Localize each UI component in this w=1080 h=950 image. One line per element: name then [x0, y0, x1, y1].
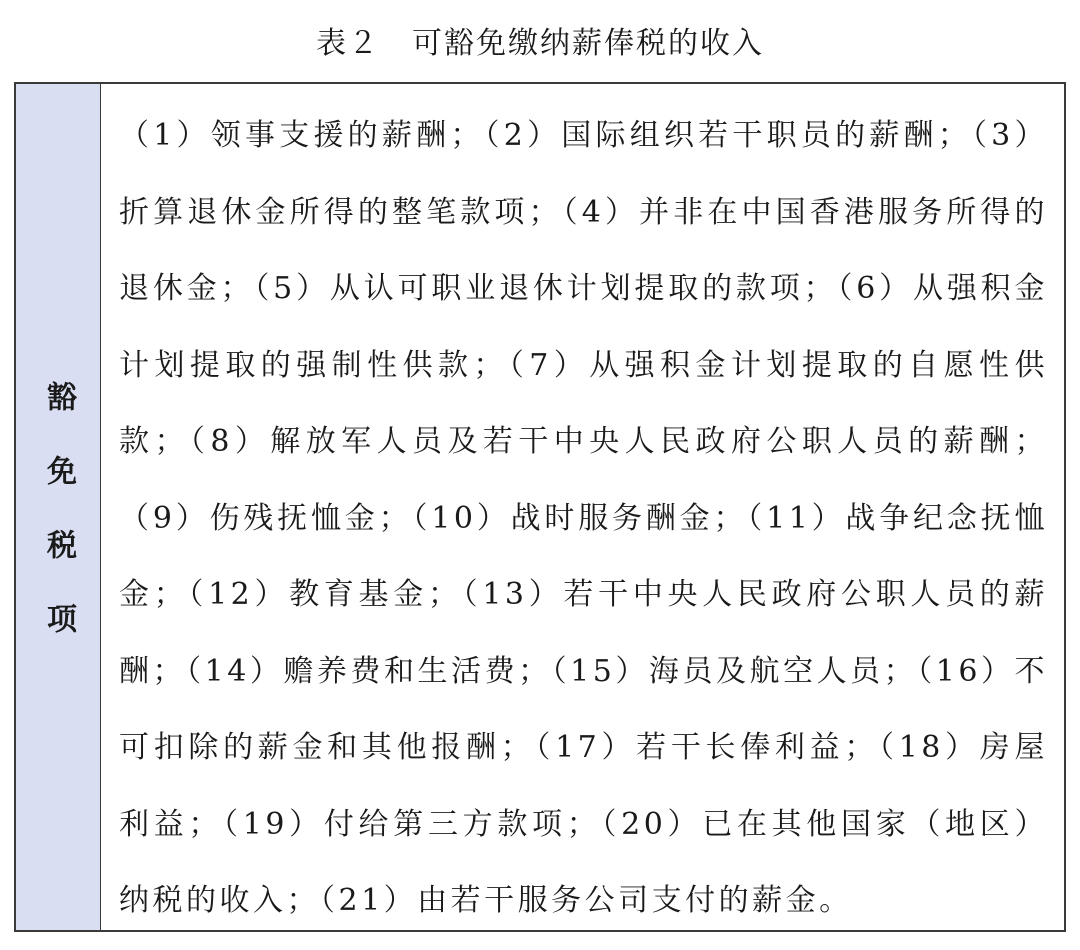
- exempt-income-list: （1）领事支援的薪酬；（2）国际组织若干职员的薪酬；（3）折算退休金所得的整笔款项；（4）并非在中国香港服务所得的退休金；（5）从认可职业退休计划提取的款项；（6）从强积金计划提取的强制性供款；（7）从强积金计划提取的自愿性供款；（8）解放军人员及若干中央人民政府公职人员的薪酬；（9）伤残抚恤金；（10）战时服务酬金；（11）战争纪念抚恤金；（12）教育基金；（13）若干中央人民政府公职人员的薪酬；（14）赡养费和生活费；（15）海员及航空人员；（16）不可扣除的薪金和其他报酬；（17）若干长俸利益；（18）房屋利益；（19）付给第三方款项；（20）已在其他国家（地区）纳税的收入；（21）由若干服务公司支付的薪金。: [119, 118, 1048, 918]
- row-header-label: 豁免税项: [41, 381, 76, 677]
- row-header-cell: [16, 84, 101, 930]
- exemption-table: [14, 82, 1066, 932]
- table-caption: 表２ 可豁免缴纳薪俸税的收入: [316, 26, 764, 61]
